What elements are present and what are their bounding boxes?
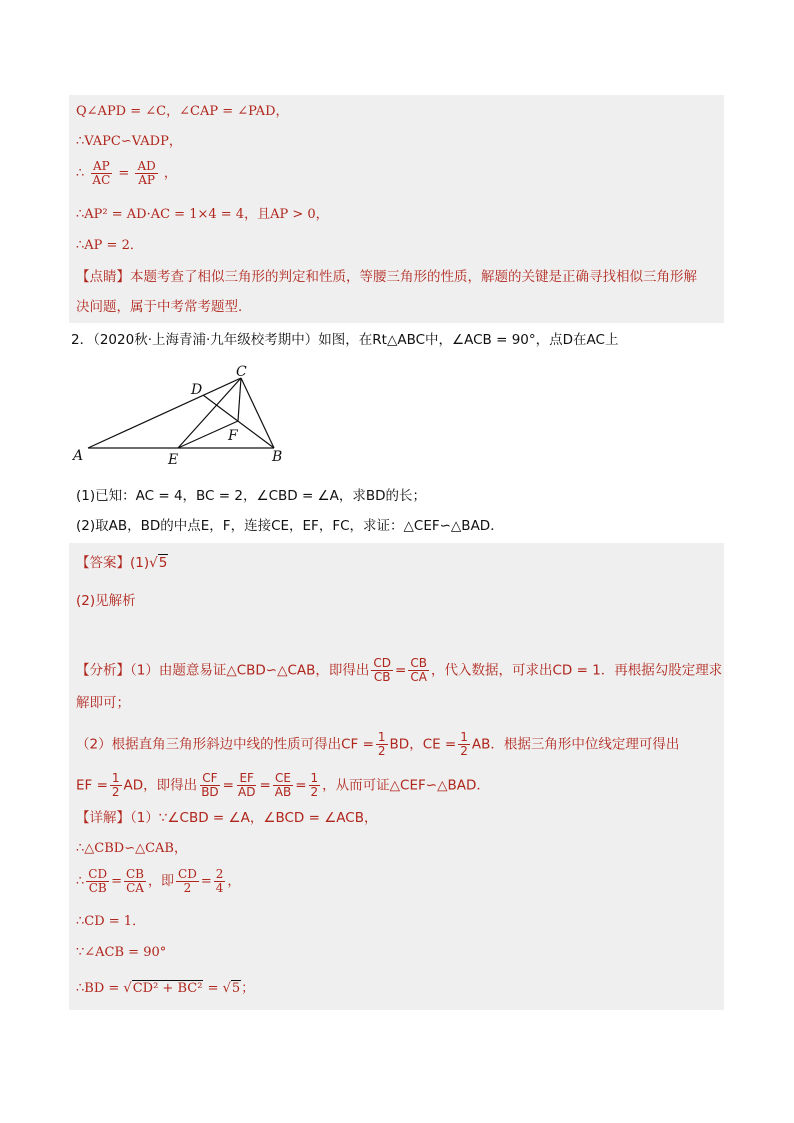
equals-sign: = <box>118 166 130 181</box>
detail-line-3: ∴ $\frac{CD}{CB}$ = $\frac{CB}{CA}$ ，即 $\frac{CD}{2}$ = $\frac{2}{4}$ ， <box>76 867 241 895</box>
fraction-cd-cb-2: $\frac{CD}{CB}$ <box>88 867 108 895</box>
analysis-text-3b: BD，CE = <box>389 736 457 753</box>
detail-text-1: （1）∵∠CBD = ∠A，∠BCD = ∠ACB， <box>130 810 378 826</box>
question-part-1: (1)已知：AC = 4，BC = 2，∠CBD = ∠A，求BD的长； <box>76 488 427 504</box>
solution-line-5: ∴AP = 2． <box>76 238 143 253</box>
detail-line-4: ∴CD = 1． <box>76 914 146 929</box>
semicolon: ； <box>241 981 255 996</box>
detail-text-ji: ，即 <box>148 874 175 889</box>
answer-part-1-prefix: (1) <box>130 555 150 571</box>
comment-tag: 【点睛】 <box>76 269 130 285</box>
detail-line-5: ∵∠ACB = 90° <box>76 945 167 960</box>
triangle-figure <box>72 362 292 467</box>
fraction-half-4: $\frac{1}{2}$ <box>310 771 319 799</box>
sqrt-symbol: √ <box>123 981 132 996</box>
question-header: 2．（2020秋·上海青浦·九年级校考期中）如图，在Rt△ABC中，∠ACB = 90°，点D在AC上 <box>71 332 619 348</box>
detail-line-6 <box>76 980 254 998</box>
answer-tag: 【答案】 <box>76 555 130 571</box>
comment-text-1: 本题考查了相似三角形的判定和性质，等腰三角形的性质，解题的关键是正确寻找相似三角形解 <box>130 269 697 285</box>
segment-ac <box>88 378 241 448</box>
segment-db <box>203 395 274 448</box>
solution-line-4: ∴AP² = AD·AC = 1×4 = 4，且AP > 0， <box>76 207 329 222</box>
sqrt-symbol: √ <box>149 555 158 571</box>
answer-line-1 <box>76 554 168 572</box>
fraction-cb-ca-2: $\frac{CB}{CA}$ <box>126 867 144 895</box>
analysis-line-4: EF = $\frac{1}{2}$ AD，即得出 $\frac{CF}{BD}$ = $\frac{EF}{AD}$ = $\frac{CE}{AB}$ = $\frac{1}{2}$ ，从而可证△CEF∽△BAD． <box>76 771 490 799</box>
label-b: B <box>272 449 283 465</box>
detail-line-1 <box>76 809 377 827</box>
label-f: F <box>228 428 238 444</box>
fraction-cd-2: $\frac{CD}{2}$ <box>178 867 197 895</box>
fraction-ad-ap: $\frac{AD}{AP}$ <box>137 159 156 187</box>
detail-text-6a: ∴BD = <box>76 981 120 996</box>
fraction-ap-ac: $\frac{AP}{AC}$ <box>92 159 111 187</box>
analysis-text-4b: AD，即得出 <box>123 777 198 794</box>
analysis-text-3c: AB．根据三角形中位线定理可得出 <box>471 736 680 753</box>
sqrt-radicand-2: 5 <box>231 981 241 996</box>
fraction-cd-cb: $\frac{CD}{CB}$ <box>373 656 392 684</box>
label-d: D <box>191 382 203 398</box>
answer-radicand: 5 <box>158 555 168 571</box>
segment-cb <box>241 378 274 448</box>
analysis-line-2: 解即可； <box>76 695 130 711</box>
fraction-cf-bd: $\frac{CF}{BD}$ <box>201 771 219 799</box>
fraction-half-1: $\frac{1}{2}$ <box>377 730 386 758</box>
fraction-ef-ad: $\frac{EF}{AD}$ <box>237 771 256 799</box>
analysis-text-1a: （1）由题意易证△CBD∽△CAB，即得出 <box>130 662 370 679</box>
analysis-text-1b: ，代入数据，可求出CD = 1．再根据勾股定理求 <box>430 662 723 679</box>
label-e: E <box>168 452 179 467</box>
solution-line-3 <box>76 160 177 187</box>
detail-line-2: ∴△CBD∽△CAB， <box>76 841 187 856</box>
sqrt-radicand-1: CD² + BC² <box>132 981 203 996</box>
solution-line-1: Q∠APD = ∠C，∠CAP = ∠PAD， <box>76 104 289 119</box>
label-c: C <box>236 364 247 380</box>
comment-line-2: 决问题，属于中考常考题型． <box>76 299 252 315</box>
analysis-text-4c: ，从而可证△CEF∽△BAD． <box>322 777 490 794</box>
question-part-2: (2)取AB，BD的中点E，F，连接CE，EF，FC，求证：△CEF∽△BAD． <box>76 518 504 534</box>
answer-line-2: (2)见解析 <box>76 593 136 609</box>
fraction-half-3: $\frac{1}{2}$ <box>111 771 120 799</box>
comment-line-1 <box>76 268 697 286</box>
equals-sign: = <box>207 981 219 996</box>
sqrt-symbol: √ <box>222 981 231 996</box>
solution-line-2: ∴VAPC∽VADP， <box>76 134 182 149</box>
analysis-text-4a: EF = <box>76 777 108 794</box>
therefore-symbol: ∴ <box>76 166 85 181</box>
analysis-line-3 <box>76 731 679 758</box>
comma: ， <box>227 874 241 889</box>
fraction-2-4: $\frac{2}{4}$ <box>215 867 224 895</box>
equals-sign: = <box>395 662 407 679</box>
analysis-tag: 【分析】 <box>76 662 130 679</box>
fraction-half-2: $\frac{1}{2}$ <box>460 730 468 758</box>
detail-tag: 【详解】 <box>76 810 130 826</box>
fraction-ce-ab: $\frac{CE}{AB}$ <box>274 771 292 799</box>
segment-fc <box>238 378 241 421</box>
analysis-line-1 <box>76 657 722 684</box>
comma: ， <box>163 166 177 181</box>
therefore-symbol: ∴ <box>76 874 85 889</box>
analysis-text-3a: （2）根据直角三角形斜边中线的性质可得出CF = <box>76 736 374 753</box>
fraction-cb-ca: $\frac{CB}{CA}$ <box>410 656 427 684</box>
label-a: A <box>73 448 84 464</box>
